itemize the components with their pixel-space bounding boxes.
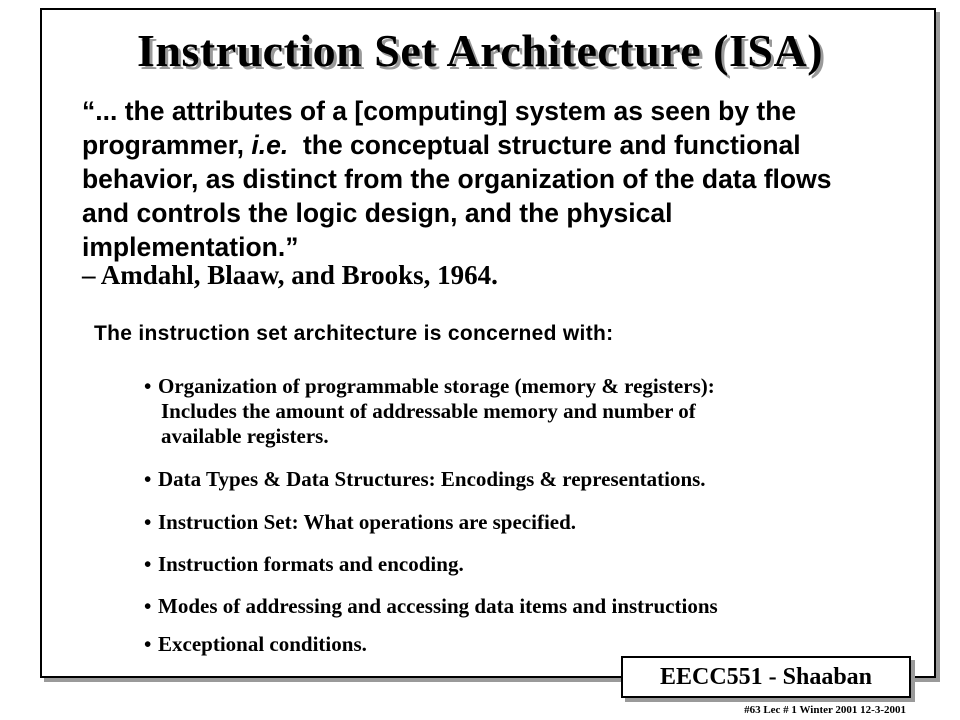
list-item: [144, 552, 464, 577]
bullet-icon: •: [144, 552, 152, 576]
course-badge: EECC551 - Shaaban: [621, 656, 911, 698]
list-item: [144, 467, 706, 492]
slide-title: Instruction Set Architecture (ISA): [136, 25, 824, 76]
list-item-text: Instruction Set: What operations are specified.: [158, 510, 577, 534]
list-item: [144, 374, 715, 449]
quote-attribution: – Amdahl, Blaaw, and Brooks, 1964.: [82, 260, 498, 290]
quote-line-2-rest: the conceptual structure and functional: [302, 130, 801, 160]
list-item-text: Exceptional conditions.: [158, 632, 367, 656]
quote-line-3: behavior, as distinct from the organization of the data flows: [82, 164, 832, 194]
list-item-text: Instruction formats and encoding.: [158, 552, 464, 576]
list-item-text: Data Types & Data Structures: Encodings & representations.: [158, 467, 706, 491]
bullet-icon: •: [144, 467, 152, 491]
quote-line-5: implementation.”: [82, 232, 299, 262]
quote-line-4: and controls the logic design, and the physical: [82, 198, 673, 228]
quote-line-2-prefix: programmer,: [82, 130, 252, 160]
quote-ie: i.e.: [251, 130, 289, 160]
list-item: [144, 594, 718, 619]
list-item-text: Organization of programmable storage (memory & registers):: [158, 374, 715, 398]
bullet-icon: •: [144, 374, 152, 398]
list-item-subtext: available registers.: [161, 424, 329, 448]
bullet-icon: •: [144, 510, 152, 534]
list-item-text: Modes of addressing and accessing data items and instructions: [158, 594, 718, 618]
list-item: [144, 510, 576, 535]
definition-quote: [82, 94, 902, 264]
bullet-icon: •: [144, 632, 152, 656]
slide-footer: #63 Lec # 1 Winter 2001 12-3-2001: [744, 704, 906, 716]
quote-line-1: “... the attributes of a [computing] system as seen by the: [82, 96, 797, 126]
list-item: [144, 632, 367, 657]
list-item-subtext: Includes the amount of addressable memory and number of: [161, 399, 696, 423]
bullet-icon: •: [144, 594, 152, 618]
quote-line-2: [82, 128, 902, 162]
intro-text: The instruction set architecture is concerned with:: [94, 322, 614, 345]
